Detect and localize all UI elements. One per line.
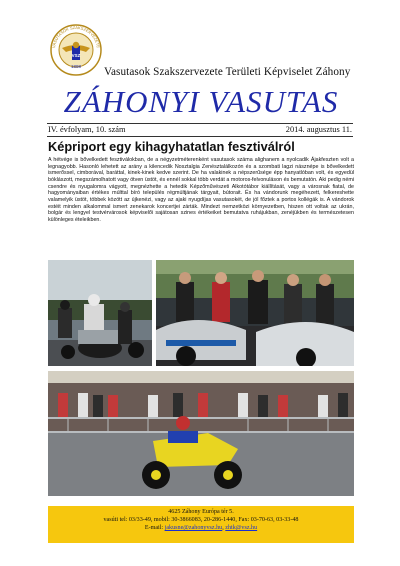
svg-text:1898: 1898 xyxy=(70,64,82,69)
contact-footer xyxy=(48,506,354,543)
footer-email-link-1[interactable]: jakusne@zahonyvsz.hu xyxy=(164,525,223,531)
photo-quad-show xyxy=(48,371,354,496)
svg-text:VSZ: VSZ xyxy=(71,53,81,58)
issue-date: 2014. augusztus 11. xyxy=(285,125,352,134)
footer-phones: vasúti tel: 03/33-49, mobil: 30-3866083, 20-286-1440, Fax: 03-70-63, 03-33-48 xyxy=(103,517,299,523)
article-body: A hétvége is bővelkedett fesztiválokban, de a négyzetméterenként vasutasok száma alighanem a nyolcadik Ájakfeszten volt a legnagyobb. Hasonló lehetett az arány a kilencedik Nosztalgia Zenésztalálkozón és a szombati lagzi násznépe is bővelkedett ismerőssel, cimborával, baráttal, kinek-kinek kedve szerint. De ha valakinek a népszerűsége épp hanyatlóban volt, és egyedül bóklászott, megszámolhatott vagy ötven üstöt, és ennél sokkal több verdát a motoros-felvonuláson és bemutatón. Aki pedig némi csendre és nyugalomra vágyott, megnézhette a hetedik Képzőművészeti Alkotótábor kiállítását, vagy a városnak fiatal, de hagyományaiban értékes múlttal bíró település régmúltjának tárgyait, bútorait. És ha vándorunk megéhezett, felkereshette valamelyik üstöt, többek között az újkenézi, vagy az ajaki nyugdíjas vasutasokét, de jól főztek a portos kollégák is. A vándorok estéit minden alkalommal ismert zenekarok koncertjei zárták. Mindezt nemzetközi környezetben, hiszen ott voltak az ukrán, bolgár és lengyel testvérvárosok képviselői sajátosan szines értékeiket bemutatva ruhájukban, zenéjükben és természetesen különleges ételeikben. xyxy=(48,157,354,223)
newsletter-title: ZÁHONYI VASUTAS xyxy=(63,84,339,119)
organization-name: Vasutasok Szakszervezete Területi Képviselet Záhony xyxy=(104,66,351,78)
footer-emails xyxy=(48,524,354,532)
article-headline: Képriport egy kihagyhatatlan fesztiválról xyxy=(48,139,295,154)
footer-email-separator: , xyxy=(222,525,224,531)
photo-group-motorbikes xyxy=(156,260,354,366)
issue-number: IV. évfolyam, 10. szám xyxy=(48,125,126,134)
footer-email-link-2[interactable]: zhtk@vsz.hu xyxy=(225,525,258,531)
footer-address: 4625 Záhony Európa tér 5. xyxy=(168,509,234,515)
footer-email-label: E-mail: xyxy=(144,525,164,531)
union-logo xyxy=(50,24,102,76)
svg-text:VASUTASOK SZAKSZERVEZETE: VASUTASOK SZAKSZERVEZETE xyxy=(51,24,101,49)
photo-motorcyclists xyxy=(48,260,152,366)
issue-bar xyxy=(47,123,353,137)
